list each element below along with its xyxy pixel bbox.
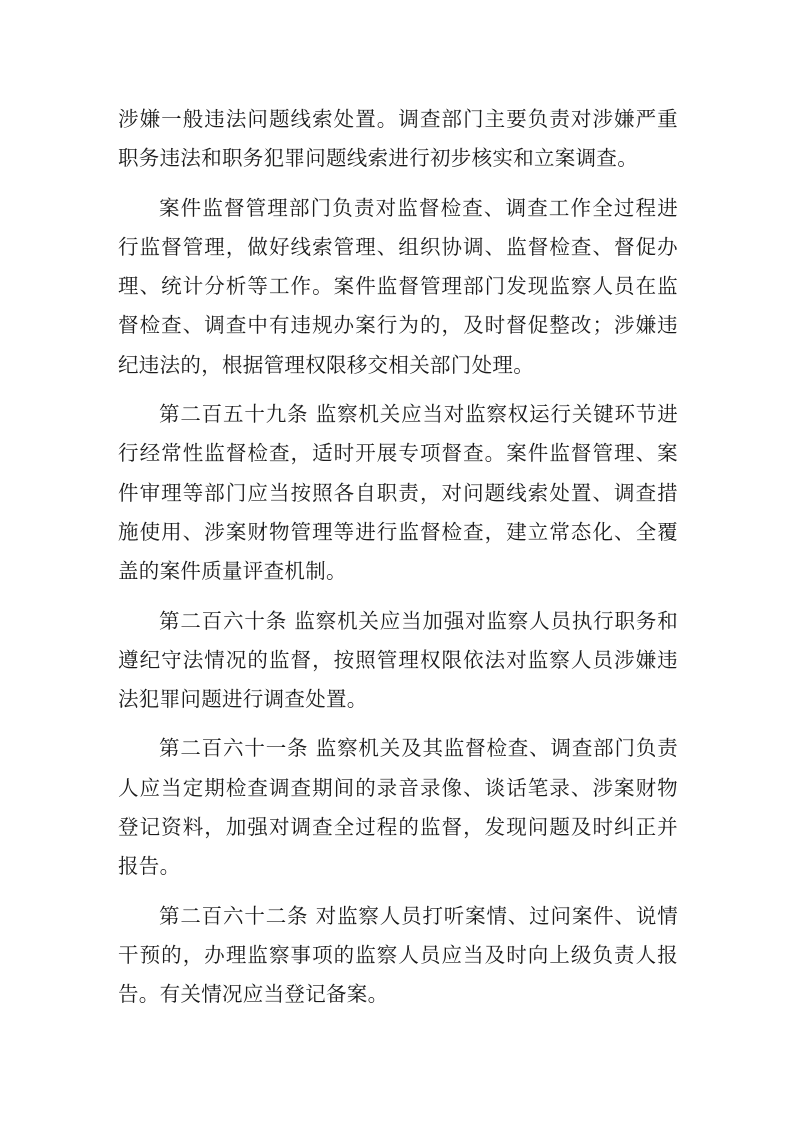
paragraph-gap — [118, 179, 678, 189]
article-260: 第二百六十条 监察机关应当加强对监察人员执行职务和遵纪守法情况的监督，按照管理权限依法对监察人员涉嫌违法犯罪问题进行调查处置。 — [118, 608, 678, 712]
paragraph-continuation: 涉嫌一般违法问题线索处置。调查部门主要负责对涉嫌严重职务违法和职务犯罪问题线索进行初步核实和立案调查。 — [118, 107, 678, 171]
article-262: 第二百六十二条 对监察人员打听案情、过问案件、说情干预的，办理监察事项的监察人员应当及时向上级负责人报告。有关情况应当登记备案。 — [118, 903, 678, 1007]
paragraph-case-supervision: 案件监督管理部门负责对监督检查、调查工作全过程进行监督管理，做好线索管理、组织协调、监督检查、督促办理、统计分析等工作。案件监督管理部门发现监察人员在监督检查、调查中有违规办案行为的，及时督促整改；涉嫌违纪违法的，根据管理权限移交相关部门处理。 — [118, 195, 678, 377]
paragraph-gap — [118, 385, 678, 395]
document-body — [118, 100, 678, 1015]
paragraph-gap — [118, 887, 678, 897]
paragraph-gap — [118, 719, 678, 729]
paragraph-gap — [118, 592, 678, 602]
article-261: 第二百六十一条 监察机关及其监督检查、调查部门负责人应当定期检查调查期间的录音录像、谈话笔录、涉案财物登记资料，加强对调查全过程的监督，发现问题及时纠正并报告。 — [118, 736, 678, 879]
article-259: 第二百五十九条 监察机关应当对监察权运行关键环节进行经常性监督检查，适时开展专项督查。案件监督管理、案件审理等部门应当按照各自职责，对问题线索处置、调查措施使用、涉案财物管理等进行监督检查，建立常态化、全覆盖的案件质量评查机制。 — [118, 402, 678, 584]
